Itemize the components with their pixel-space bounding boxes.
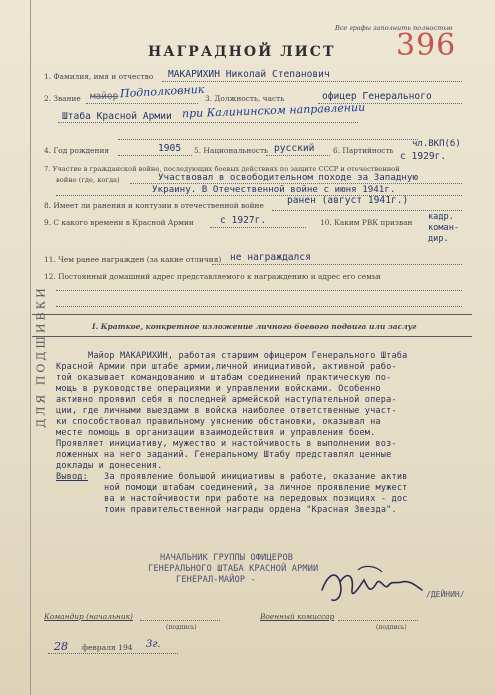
field-5-label: 5. Национальность [194, 146, 269, 155]
narrative-line: месте помощь в организации взаимодействия и управления боем. [56, 428, 376, 438]
commissar-label: Военный комиссар [260, 612, 335, 621]
field-2-rank: Подполковник [119, 82, 205, 101]
field-12-label: 12. Постоянный домашний адрес представляемого к награждению и адрес его семьи [44, 272, 381, 281]
date-month-year: февраля 194 [82, 643, 133, 652]
field-11-label: 11. Чем ранее награжден (за какие отличия) [44, 255, 222, 264]
commander-label: Командир (начальник) [44, 612, 133, 621]
narrative-line: мощь в руководстве операциями и управлении войсками. Особенно [56, 384, 381, 394]
field-6-value-2: с 1929г. [400, 151, 447, 162]
field-1-label: 1. Фамилия, имя и отчество [44, 72, 154, 81]
binding-margin-line [30, 0, 31, 695]
narrative-line: Красной Армии при штабе армии,личной инициативой, активной рабо- [56, 362, 397, 372]
field-7-value-1: Участвовал в освободительном походе за Западную [158, 172, 418, 183]
field-3-label: 3. Должность, часть [205, 94, 285, 103]
section-divider-bottom [32, 336, 472, 337]
field-8-underline [272, 210, 462, 211]
commander-signature-caption: (подпись) [166, 624, 197, 631]
field-5-value: русский [274, 143, 315, 154]
field-10-value: кадр. коман- дир. [428, 212, 460, 244]
signature-block-line: ГЕНЕРАЛЬНОГО ШТАБА КРАСНОЙ АРМИИ [148, 564, 319, 574]
field-9-underline [210, 227, 306, 228]
narrative-line: ложенных на него заданий. Генеральному Штабу представлял ценные [56, 450, 392, 460]
commissar-signature-caption: (подпись) [376, 624, 407, 631]
date-underline [48, 653, 178, 654]
narrative-line: Майор МАКАРИХИН, работая старшим офицером Генерального Штаба [88, 351, 408, 361]
signer-name: /ДЕЙНИН/ [426, 590, 465, 599]
field-3-value: офицер Генерального [322, 91, 432, 102]
conclusion-line: тоин правительственной награды ордена "Красная Звезда". [104, 505, 397, 515]
fill-all-fields-note: Все графы заполнить полностью [335, 24, 453, 32]
field-6-value-1: чл.ВКП(б) [412, 139, 461, 149]
narrative-line: той оказывает командованию и штабам соединений практическую по- [56, 373, 392, 383]
section-divider [32, 314, 472, 315]
field-9-label: 9. С какого времени в Красной Армии [44, 218, 194, 227]
field-11-underline [212, 264, 462, 265]
field-7-label-2: войне (где, когда) [56, 176, 120, 184]
date-year-digit: 3г. [146, 639, 161, 650]
conclusion-line: ной помощи штабам соединений, за личное проявление мужест [104, 483, 408, 493]
field-5-underline [266, 155, 330, 156]
field-2-struck-rank: майор [90, 91, 119, 102]
field-9-value: с 1927г. [220, 215, 267, 226]
field-7-label: 7. Участие в гражданской войне, последующих боевых действиях по защите СССР и отечественной [44, 165, 400, 173]
field-2-underline [86, 103, 198, 104]
conclusion-line: ва и настойчивости при работе на передовых позициях - дос [104, 494, 408, 504]
field-10-label: 10. Каким РВК призван [320, 218, 413, 227]
commander-signature-line [140, 620, 220, 621]
narrative-line: активно проявил себя в последней армейской наступательной опера- [56, 395, 397, 405]
field-12-underline-2 [56, 306, 462, 307]
field-1-underline [162, 81, 462, 82]
field-4-value: 1905 [158, 143, 182, 154]
sheet-number: 396 [396, 28, 457, 63]
conclusion-label: Вывод: [56, 472, 88, 482]
field-8-value: ранен (август 1941г.) [287, 195, 409, 206]
field-7-underline-1 [130, 183, 462, 184]
field-3-cont-underline [58, 122, 358, 123]
signature-block-line: ГЕНЕРАЛ-МАЙОР - [176, 575, 256, 585]
narrative-line: Проявляет инициативу, мужество и настойчивость в выполнении воз- [56, 439, 397, 449]
field-4-underline [118, 155, 192, 156]
narrative-line: доклады и донесения. [56, 461, 163, 471]
field-2-label: 2. Звание [44, 94, 81, 103]
field-1-value: МАКАРИХИН Николай Степанович [168, 69, 330, 80]
field-8-label: 8. Имеет ли ранения и контузии в отечественной войне [44, 201, 264, 210]
present-underline [118, 139, 418, 140]
field-3-value-continued: Штаба Красной Армии [62, 111, 172, 122]
commissar-signature-line [338, 620, 418, 621]
conclusion-line: За проявление большой инициативы в работе, оказание актив [104, 472, 408, 482]
field-11-value: не награждался [230, 252, 311, 263]
narrative-line: ции, где личными выездами в войска наиболее ответственные участ- [56, 406, 397, 416]
field-7-value-2: Украину. В Отечественной войне с июня 1941г. [152, 184, 396, 195]
side-binding-label: ДЛЯ ПОДШИВКИ [34, 285, 48, 428]
date-day: 28 [54, 640, 68, 653]
handwritten-signature [318, 560, 428, 612]
field-6-label: 6. Партийность [333, 146, 394, 155]
document-title: НАГРАДНОЙ ЛИСТ [148, 44, 336, 60]
field-12-underline-1 [56, 290, 462, 291]
field-3-handwritten: при Калининском направлении [181, 100, 366, 121]
narrative-line: ки способствовал правильному уяснению обстановки, оказывал на [56, 417, 381, 427]
section-title: I. Краткое, конкретное изложение личного боевого подвига или заслуг [92, 322, 417, 331]
field-4-label: 4. Год рождения [44, 146, 110, 155]
signature-block-line: НАЧАЛЬНИК ГРУППЫ ОФИЦЕРОВ [160, 553, 294, 563]
